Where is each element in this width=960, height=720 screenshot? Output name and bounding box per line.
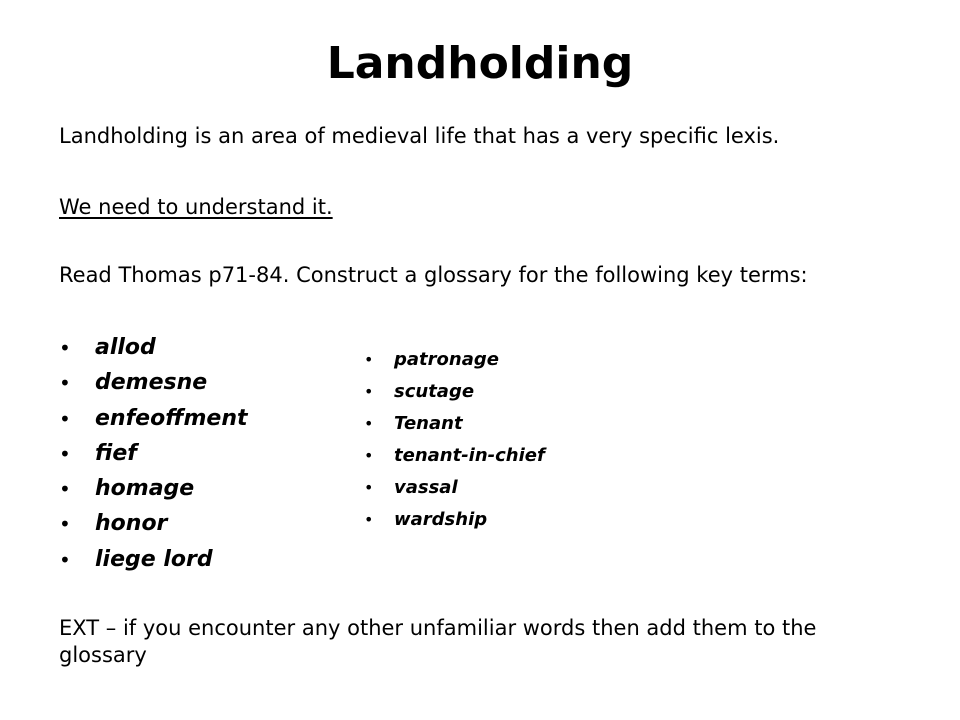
extension-text: EXT – if you encounter any other unfamiliar words then add them to the glossary <box>59 616 817 667</box>
term-label: tenant-in-chief <box>394 445 545 466</box>
list-item <box>59 474 248 509</box>
key-terms-list-left <box>59 333 248 580</box>
bullet-icon: • <box>364 382 374 401</box>
term-label: allod <box>95 335 156 360</box>
instruction-text: Read Thomas p71-84. Construct a glossary for the following key terms: <box>59 263 808 287</box>
bullet-icon: • <box>59 336 71 360</box>
emphasis-text: We need to understand it. <box>59 195 333 219</box>
list-item <box>59 509 248 544</box>
bullet-icon: • <box>59 547 71 572</box>
bullet-icon: • <box>59 477 71 502</box>
term-label: fief <box>95 440 137 466</box>
bullet-icon: • <box>59 406 71 431</box>
bullet-icon: • <box>364 478 374 497</box>
list-item <box>59 545 248 580</box>
list-item <box>364 347 545 379</box>
intro-text: Landholding is an area of medieval life that has a very specific lexis. <box>59 124 780 148</box>
term-label: homage <box>95 476 195 502</box>
bullet-icon: • <box>364 510 374 529</box>
list-item <box>59 333 248 368</box>
bullet-icon: • <box>59 371 71 396</box>
list-item <box>364 379 545 411</box>
key-terms-list-right <box>364 347 545 539</box>
list-item <box>364 507 545 539</box>
bullet-icon: • <box>59 441 71 466</box>
term-label: wardship <box>394 509 488 530</box>
list-item <box>59 439 248 474</box>
bullet-icon: • <box>364 350 374 369</box>
term-label: honor <box>95 511 168 537</box>
list-item <box>59 368 248 403</box>
bullet-icon: • <box>364 446 374 465</box>
list-item <box>364 443 545 475</box>
term-label: enfeoffment <box>95 405 248 431</box>
term-label: scutage <box>394 381 475 402</box>
term-label: liege lord <box>95 546 213 572</box>
bullet-icon: • <box>59 512 71 537</box>
term-label: Tenant <box>394 413 463 434</box>
term-label: vassal <box>394 477 458 498</box>
bullet-icon: • <box>364 414 374 433</box>
slide-title: Landholding <box>326 38 634 89</box>
term-label: patronage <box>394 349 499 370</box>
list-item <box>59 404 248 439</box>
term-label: demesne <box>95 370 208 396</box>
list-item <box>364 411 545 443</box>
list-item <box>364 475 545 507</box>
